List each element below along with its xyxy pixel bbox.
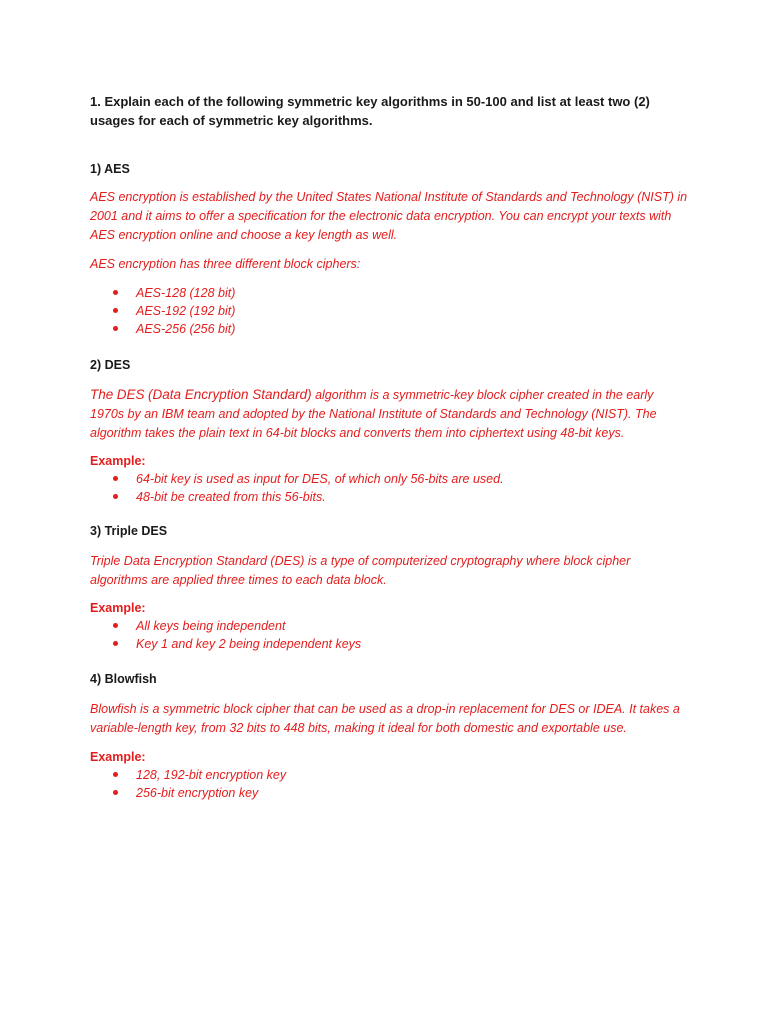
aes-bullet-list xyxy=(90,284,690,338)
list-item: 128, 192-bit encryption key xyxy=(90,766,690,784)
list-item: AES-192 (192 bit) xyxy=(90,302,690,320)
bullet-icon xyxy=(113,623,118,628)
des-lead-acronym: DES xyxy=(116,387,145,402)
bullet-icon xyxy=(113,290,118,295)
des-example-label: Example: xyxy=(90,454,146,468)
bullet-icon xyxy=(113,772,118,777)
bullet-icon xyxy=(113,326,118,331)
aes-paragraph-1: AES encryption is established by the United States National Institute of Standards and Technology (NIST) in 2001 and it aims to offer a specification for the electronic data encryption. You can encrypt your texts with AES encryption online and choose a key length as well. xyxy=(90,190,688,242)
blowfish-example-label: Example: xyxy=(90,750,146,764)
list-item: 64-bit key is used as input for DES, of which only 56-bits are used. xyxy=(90,470,690,488)
heading-des: 2) DES xyxy=(90,358,131,372)
bullet-icon xyxy=(113,494,118,499)
blowfish-bullet-list xyxy=(90,766,690,802)
list-item: 256-bit encryption key xyxy=(90,784,690,802)
des-bullet-list xyxy=(90,470,690,506)
triple-des-example-label: Example: xyxy=(90,601,146,615)
list-item: 48-bit be created from this 56-bits. xyxy=(90,488,690,506)
des-paragraph xyxy=(90,385,690,443)
des-paragraph-rest: algorithm is a symmetric-key block cipher created in the early 1970s by an IBM team and adopted by the National Institute of Standards and Technology (NIST). The algorithm takes the plain text in 64-bit blocks and converts them into ciphertext using 48-bit keys. xyxy=(90,388,657,440)
bullet-icon xyxy=(113,476,118,481)
bullet-icon xyxy=(113,641,118,646)
question-text: 1. Explain each of the following symmetric key algorithms in 50-100 and list at least two (2) usages for each of symmetric key algorithms. xyxy=(90,94,650,128)
list-item: AES-256 (256 bit) xyxy=(90,320,690,338)
list-item: All keys being independent xyxy=(90,617,690,635)
heading-triple-des: 3) Triple DES xyxy=(90,524,168,538)
triple-des-paragraph: Triple Data Encryption Standard (DES) is a type of computerized cryptography where block cipher algorithms are applied three times to each data block. xyxy=(90,554,631,587)
list-item: Key 1 and key 2 being independent keys xyxy=(90,635,690,653)
heading-aes: 1) AES xyxy=(90,162,130,176)
bullet-icon xyxy=(113,790,118,795)
bullet-icon xyxy=(113,308,118,313)
list-item: AES-128 (128 bit) xyxy=(90,284,690,302)
triple-des-bullet-list xyxy=(90,617,690,653)
aes-paragraph-2: AES encryption has three different block ciphers: xyxy=(90,257,361,271)
des-lead-fullname: (Data Encryption Standard) xyxy=(148,387,312,402)
des-lead-the: The xyxy=(90,387,114,402)
heading-blowfish: 4) Blowfish xyxy=(90,672,157,686)
blowfish-paragraph: Blowfish is a symmetric block cipher that can be used as a drop-in replacement for DES or IDEA. It takes a variable-length key, from 32 bits to 448 bits, making it ideal for both domestic and exportable use. xyxy=(90,702,680,735)
